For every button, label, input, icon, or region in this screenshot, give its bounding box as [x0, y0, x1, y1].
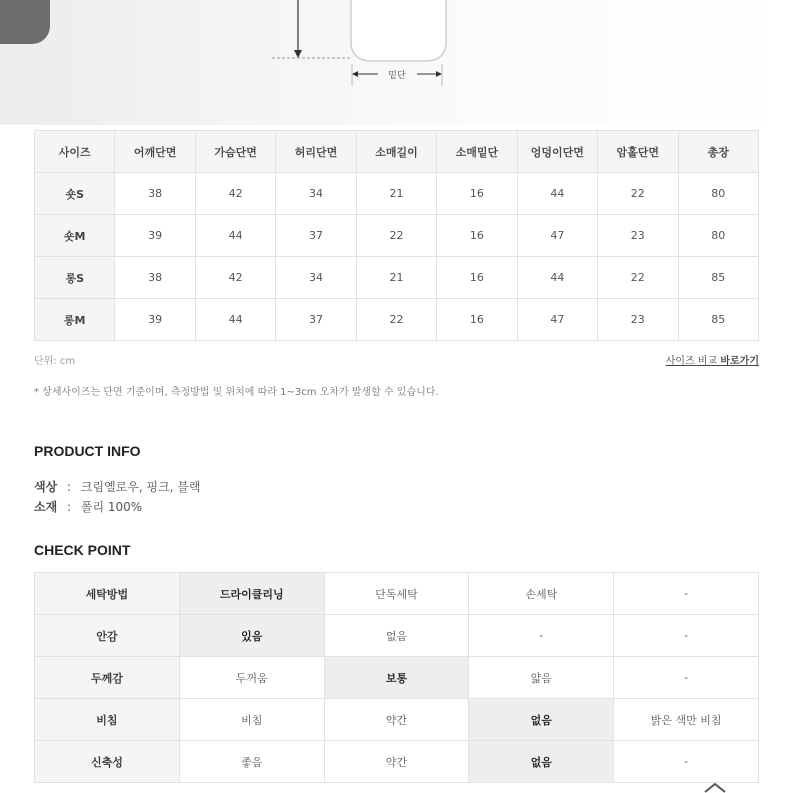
color-key: 색상 — [34, 480, 58, 494]
size-cell: 22 — [356, 215, 436, 257]
size-cell: 37 — [276, 299, 356, 341]
check-row-label: 세탁방법 — [35, 573, 180, 615]
unit-note: 단위: cm — [34, 356, 76, 367]
size-cell: 34 — [276, 257, 356, 299]
size-cell: 44 — [517, 257, 597, 299]
check-row-label: 안감 — [35, 615, 180, 657]
size-table-row — [35, 173, 759, 215]
size-cell: 38 — [115, 257, 195, 299]
garment-diagram — [260, 0, 460, 90]
check-cell-selected: 있음 — [179, 615, 324, 657]
size-table-row — [35, 215, 759, 257]
size-cell: 37 — [276, 215, 356, 257]
size-cell: 47 — [517, 215, 597, 257]
hem-label: 밑단 — [388, 71, 406, 81]
check-cell: 없음 — [324, 615, 469, 657]
check-row — [35, 657, 759, 699]
product-info-title: PRODUCT INFO — [34, 443, 141, 459]
arrow-left-icon — [352, 71, 358, 77]
check-row — [35, 699, 759, 741]
size-cell: 44 — [517, 173, 597, 215]
material-separator: : — [67, 500, 72, 514]
size-cell: 39 — [115, 215, 195, 257]
size-row-label: 숏S — [35, 173, 115, 215]
size-cell: 16 — [437, 299, 517, 341]
check-cell: 단독세탁 — [324, 573, 469, 615]
compare-link-prefix: 사이즈 비교 — [665, 356, 721, 367]
scroll-top-icon[interactable] — [700, 780, 730, 793]
check-cell: 밝은 색만 비침 — [614, 699, 759, 741]
check-cell: - — [614, 615, 759, 657]
size-row-label: 숏M — [35, 215, 115, 257]
check-row — [35, 573, 759, 615]
size-cell: 42 — [195, 257, 275, 299]
size-cell: 22 — [356, 299, 436, 341]
size-cell: 16 — [437, 215, 517, 257]
color-info-row — [34, 478, 200, 495]
check-cell-selected: 보통 — [324, 657, 469, 699]
check-row-label: 신축성 — [35, 741, 180, 783]
size-cell: 44 — [195, 215, 275, 257]
check-point-title: CHECK POINT — [34, 542, 131, 558]
material-key: 소재 — [34, 500, 58, 514]
size-cell: 85 — [678, 257, 759, 299]
size-cell: 23 — [598, 299, 678, 341]
check-cell: - — [614, 657, 759, 699]
check-cell: - — [469, 615, 614, 657]
check-cell-selected: 드라이클리닝 — [179, 573, 324, 615]
size-cell: 22 — [598, 173, 678, 215]
check-cell: 약간 — [324, 741, 469, 783]
check-cell-selected: 없음 — [469, 741, 614, 783]
size-table — [34, 130, 759, 341]
check-cell: 얇음 — [469, 657, 614, 699]
size-cell: 16 — [437, 257, 517, 299]
size-detail-note: * 상세사이즈는 단면 기준이며, 측정방법 및 위치에 따라 1~3cm 오차가 발생할 수 있습니다. — [34, 387, 439, 398]
arrow-down-icon — [294, 50, 302, 58]
size-header-cell: 소매길이 — [356, 131, 436, 173]
size-compare-link[interactable] — [666, 352, 759, 367]
size-header-cell: 사이즈 — [35, 131, 115, 173]
material-info-row — [34, 498, 142, 515]
size-cell: 44 — [195, 299, 275, 341]
size-table-row — [35, 257, 759, 299]
size-row-label: 롱M — [35, 299, 115, 341]
size-cell: 21 — [356, 173, 436, 215]
compare-link-bold: 바로가기 — [720, 356, 759, 367]
size-header-cell: 총장 — [678, 131, 759, 173]
check-cell: 좋음 — [179, 741, 324, 783]
material-value: 폴리 100% — [80, 500, 143, 514]
color-separator: : — [67, 480, 72, 494]
corner-tab — [0, 0, 50, 44]
size-cell: 47 — [517, 299, 597, 341]
size-header-cell: 허리단면 — [276, 131, 356, 173]
check-cell: - — [614, 741, 759, 783]
size-header-cell: 암홀단면 — [598, 131, 678, 173]
size-header-cell: 어깨단면 — [115, 131, 195, 173]
size-row-label: 롱S — [35, 257, 115, 299]
garment-outline — [351, 0, 446, 61]
check-cell: - — [614, 573, 759, 615]
size-cell: 80 — [678, 215, 759, 257]
size-cell: 21 — [356, 257, 436, 299]
check-row — [35, 615, 759, 657]
size-cell: 23 — [598, 215, 678, 257]
size-cell: 39 — [115, 299, 195, 341]
check-cell-selected: 없음 — [469, 699, 614, 741]
check-cell: 손세탁 — [469, 573, 614, 615]
check-cell: 비침 — [179, 699, 324, 741]
size-table-header-row — [35, 131, 759, 173]
check-row — [35, 741, 759, 783]
size-header-cell: 소매밑단 — [437, 131, 517, 173]
check-row-label: 두께감 — [35, 657, 180, 699]
color-value: 크림옐로우, 핑크, 블랙 — [80, 480, 201, 494]
size-cell: 85 — [678, 299, 759, 341]
check-row-label: 비침 — [35, 699, 180, 741]
size-cell: 22 — [598, 257, 678, 299]
size-table-row — [35, 299, 759, 341]
check-point-table — [34, 572, 759, 783]
size-cell: 42 — [195, 173, 275, 215]
size-header-cell: 가슴단면 — [195, 131, 275, 173]
size-header-cell: 엉덩이단면 — [517, 131, 597, 173]
size-cell: 80 — [678, 173, 759, 215]
size-cell: 16 — [437, 173, 517, 215]
check-cell: 두꺼움 — [179, 657, 324, 699]
arrow-right-icon — [436, 71, 442, 77]
size-cell: 34 — [276, 173, 356, 215]
size-cell: 38 — [115, 173, 195, 215]
check-cell: 약간 — [324, 699, 469, 741]
